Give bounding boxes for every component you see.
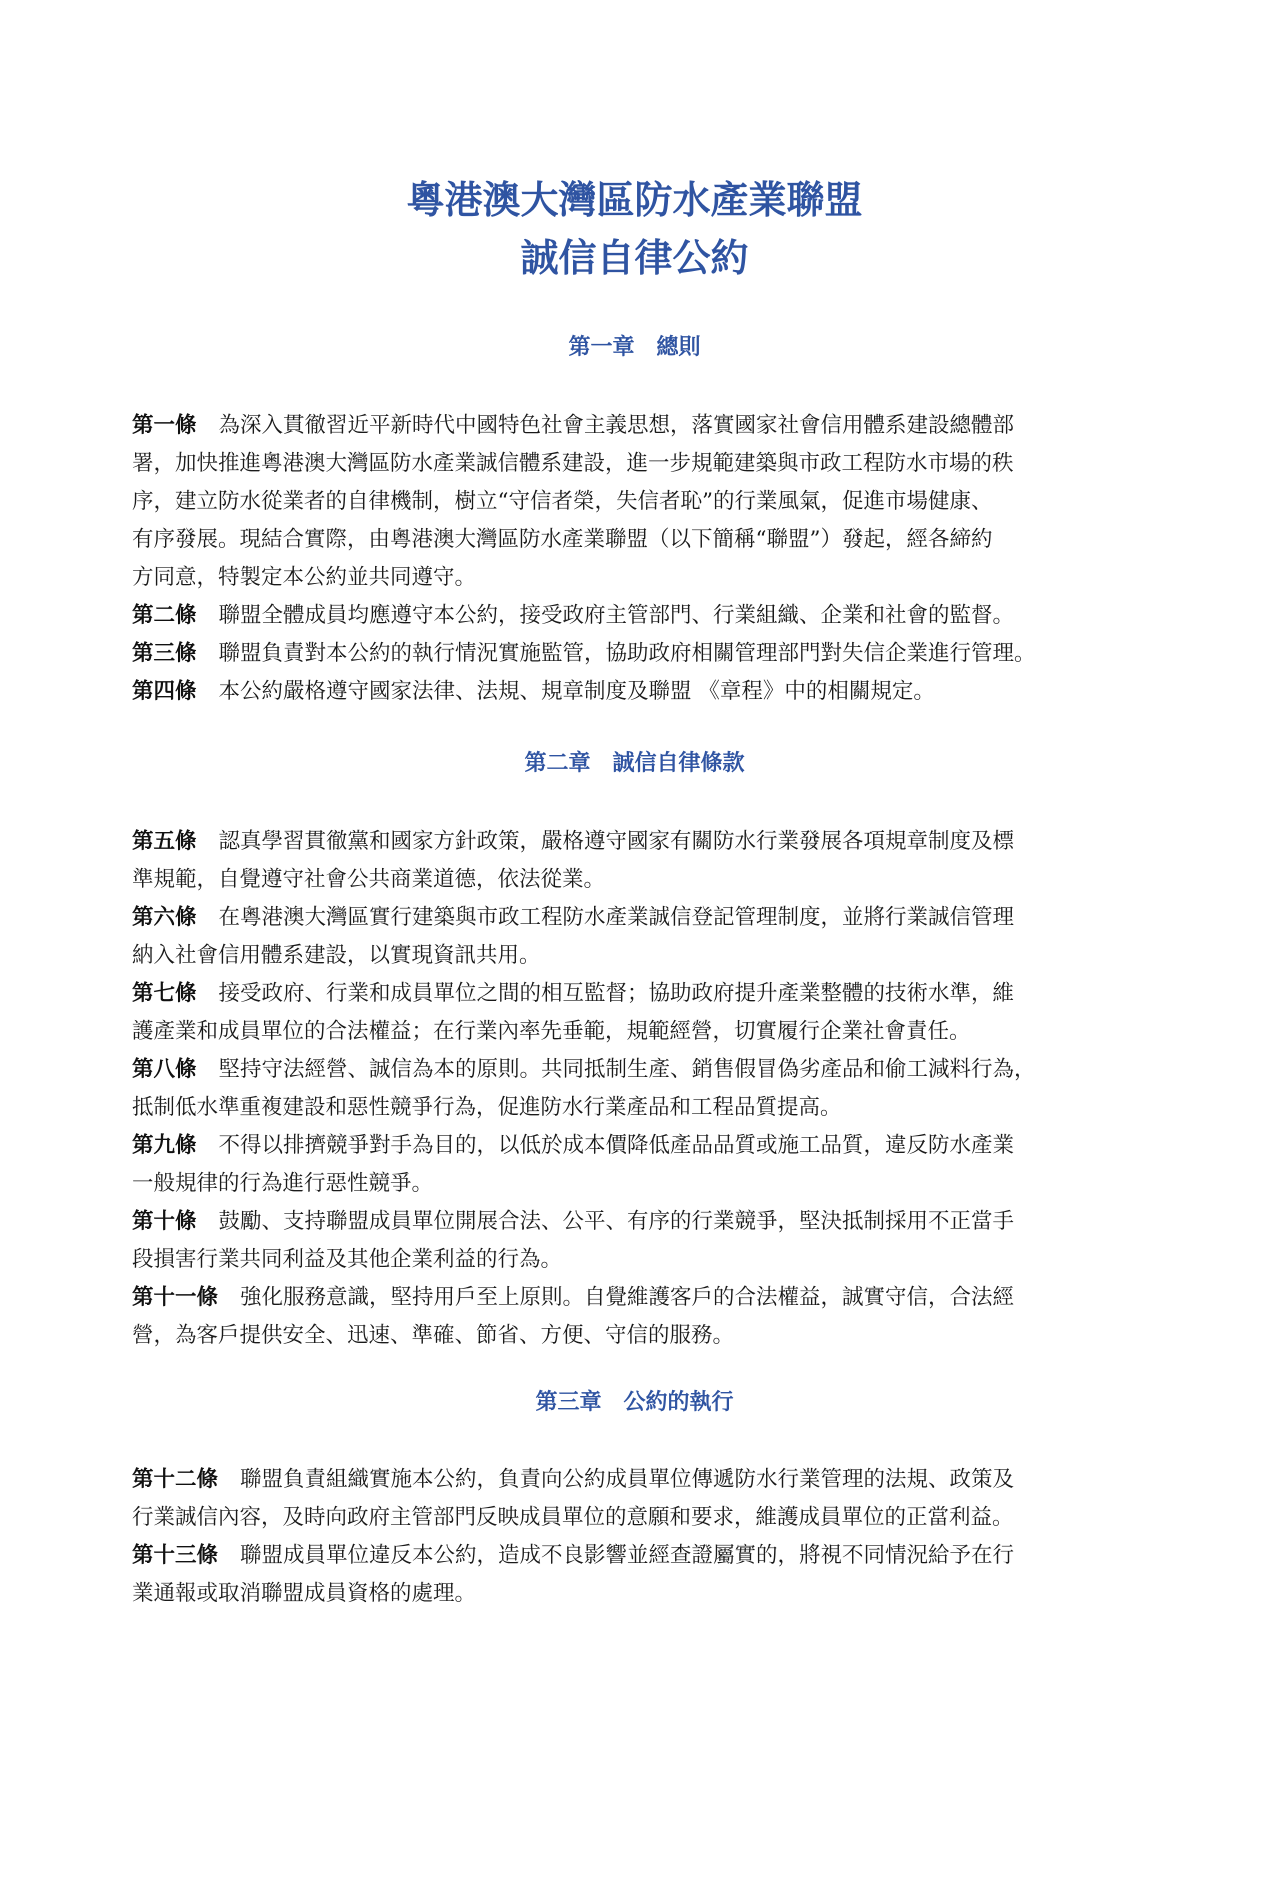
article-line: 準規範，自覺遵守社會公共商業道德，依法從業。	[132, 867, 606, 892]
document-title: 粵港澳大灣區防水產業聯盟	[406, 178, 863, 222]
article-label: 第五條	[132, 829, 197, 854]
article-label: 第二條	[132, 603, 197, 628]
article-text: 在粵港澳大灣區實行建築與市政工程防水產業誠信登記管理制度，並將行業誠信管理	[218, 905, 1015, 930]
article-line: 方同意，特製定本公約並共同遵守。	[132, 565, 477, 590]
article-line: 行業誠信內容，及時向政府主管部門反映成員單位的意願和要求，維護成員單位的正當利益。	[132, 1505, 1014, 1530]
article-text: 不得以排擠競爭對手為目的，以低於成本價降低產品品質或施工品質，違反防水產業	[218, 1133, 1015, 1158]
article-label: 第九條	[132, 1133, 197, 1158]
article-label: 第十一條	[132, 1285, 219, 1310]
article-block	[132, 407, 1137, 711]
article-line: 有序發展。現結合實際，由粵港澳大灣區防水產業聯盟（以下簡稱“聯盟”）發起，經各締約	[132, 527, 993, 552]
article-label: 第八條	[132, 1057, 197, 1082]
article-text: 聯盟負責對本公約的執行情況實施監管，協助政府相關管理部門對失信企業進行管理。	[218, 641, 1036, 666]
article-text: 本公約嚴格遵守國家法律、法規、規章制度及聯盟 《章程》中的相關規定。	[218, 679, 935, 704]
article-label: 第四條	[132, 679, 197, 704]
chapter-heading: 第一章 總則	[568, 335, 701, 360]
article-text: 強化服務意識，堅持用戶至上原則。自覺維護客戶的合法權益，誠實守信，合法經	[240, 1285, 1015, 1310]
article-text: 為深入貫徹習近平新時代中國特色社會主義思想，落實國家社會信用體系建設總體部	[218, 413, 1015, 438]
article-text: 認真學習貫徹黨和國家方針政策，嚴格遵守國家有關防水行業發展各項規章制度及標	[218, 829, 1015, 854]
article-text: 堅持守法經營、誠信為本的原則。共同抵制生產、銷售假冒偽劣產品和偷工減料行為，	[218, 1057, 1036, 1082]
article-line	[132, 407, 1137, 445]
article-label: 第十三條	[132, 1543, 219, 1568]
article-text: 聯盟負責組織實施本公約，負責向公約成員單位傳遞防水行業管理的法規、政策及	[240, 1467, 1015, 1492]
article-line	[132, 635, 1137, 673]
chapter-heading: 第二章 誠信自律條款	[524, 751, 745, 776]
article-line: 段損害行業共同利益及其他企業利益的行為。	[132, 1247, 563, 1272]
article-label: 第七條	[132, 981, 197, 1006]
article-label: 第一條	[132, 413, 197, 438]
article-label: 第三條	[132, 641, 197, 666]
article-block	[132, 1461, 1137, 1613]
article-text: 鼓勵、支持聯盟成員單位開展合法、公平、有序的行業競爭，堅決抵制採用不正當手	[218, 1209, 1015, 1234]
article-line	[132, 1279, 1137, 1317]
article-line	[132, 975, 1137, 1013]
article-line: 抵制低水準重複建設和惡性競爭行為，促進防水行業產品和工程品質提高。	[132, 1095, 842, 1120]
article-line	[132, 1203, 1137, 1241]
document-subtitle: 誠信自律公約	[520, 236, 749, 280]
article-label: 第十條	[132, 1209, 197, 1234]
article-label: 第六條	[132, 905, 197, 930]
article-block	[132, 823, 1137, 1355]
article-line	[132, 899, 1137, 937]
article-line: 納入社會信用體系建設，以實現資訊共用。	[132, 943, 541, 968]
article-line	[132, 597, 1137, 635]
article-line: 一般規律的行為進行惡性競爭。	[132, 1171, 434, 1196]
article-line	[132, 823, 1137, 861]
article-line: 營，為客戶提供安全、迅速、準確、節省、方便、守信的服務。	[132, 1323, 735, 1348]
article-text: 接受政府、行業和成員單位之間的相互監督；協助政府提升產業整體的技術水準，維	[218, 981, 1015, 1006]
article-line: 護產業和成員單位的合法權益；在行業內率先垂範，規範經營，切實履行企業社會責任。	[132, 1019, 971, 1044]
article-line	[132, 1537, 1137, 1575]
article-text: 聯盟成員單位違反本公約，造成不良影響並經查證屬實的，將視不同情況給予在行	[240, 1543, 1015, 1568]
article-line: 署，加快推進粵港澳大灣區防水產業誠信體系建設，進一步規範建築與市政工程防水市場的秩	[132, 451, 1014, 476]
article-line	[132, 1127, 1137, 1165]
article-line: 業通報或取消聯盟成員資格的處理。	[132, 1581, 477, 1606]
article-line: 序，建立防水從業者的自律機制，樹立“守信者榮，失信者恥”的行業風氣，促進市場健康、	[132, 489, 993, 514]
article-label: 第十二條	[132, 1467, 219, 1492]
article-line	[132, 673, 1137, 711]
article-text: 聯盟全體成員均應遵守本公約，接受政府主管部門、行業組織、企業和社會的監督。	[218, 603, 1015, 628]
article-line	[132, 1051, 1137, 1089]
chapter-heading: 第三章 公約的執行	[535, 1390, 734, 1415]
article-line	[132, 1461, 1137, 1499]
